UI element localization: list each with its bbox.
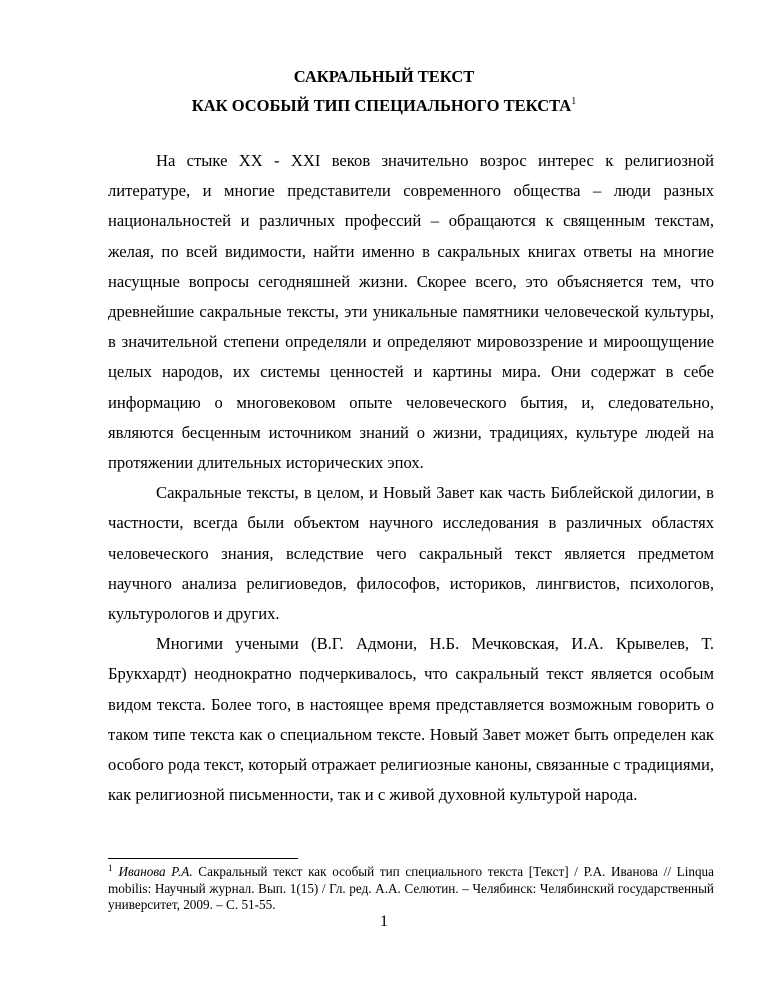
footnote-mark: 1 xyxy=(108,863,113,873)
footnote-text: Сакральный текст как особый тип специального текста [Текст] / Р.А. Иванова // Linqua mobilis: Научный журнал. Вып. 1(15) / Гл. ред. А.А. Селютин. – Челябинск: Челябинский государственный университет, 2009. – С. 51-55. xyxy=(108,864,714,912)
title-line-2 xyxy=(0,96,768,116)
page-number: 1 xyxy=(380,913,388,930)
paragraph-2: Сакральные тексты, в целом, и Новый Завет как часть Библейской дилогии, в частности, всегда были объектом научного исследования в различных областях человеческого знания, вследствие чего сакральный текст является предметом научного анализа религиоведов, философов, историков, лингвистов, психологов, культурологов и других. xyxy=(108,483,714,624)
footnote xyxy=(108,864,714,914)
paragraph-1: На стыке XX - XXI веков значительно возрос интерес к религиозной литературе, и многие представители современного общества – люди разных национальностей и различных профессий – обращаются к священным текстам, желая, по всей видимости, найти именно в сакральных книгах ответы на многие насущные вопросы сегодняшней жизни. Скорее всего, это объясняется тем, что древнейшие сакральные тексты, эти уникальные памятники человеческой культуры, в значительной степени определяли и определяют мировоззрение и мироощущение целых народов, их системы ценностей и картины мира. Они содержат в себе информацию о многовековом опыте человеческого бытия, и, следовательно, являются бесценным источником знаний о жизни, традициях, культуре людей на протяжении длительных исторических эпох. xyxy=(108,151,714,473)
title-line-2-text: КАК ОСОБЫЙ ТИП СПЕЦИАЛЬНОГО ТЕКСТА xyxy=(191,96,572,115)
paragraph-3: Многими учеными (В.Г. Адмони, Н.Б. Мечковская, И.А. Крывелев, Т. Брукхардт) неоднократно подчеркивалось, что сакральный текст является особым видом текста. Более того, в настоящее время представляется возможным говорить о таком типе текста как о специальном тексте. Новый Завет может быть определен как особого рода текст, который отражает религиозные каноны, связанные с традициями, как религиозной письменности, так и с живой духовной культурой народа. xyxy=(108,634,714,805)
title-footnote-mark[interactable]: 1 xyxy=(571,96,577,107)
title-line-1: САКРАЛЬНЫЙ ТЕКСТ xyxy=(293,67,475,86)
body-text xyxy=(108,146,714,810)
footnote-author: Иванова Р.А. xyxy=(118,864,193,879)
footnote-divider xyxy=(108,858,298,859)
